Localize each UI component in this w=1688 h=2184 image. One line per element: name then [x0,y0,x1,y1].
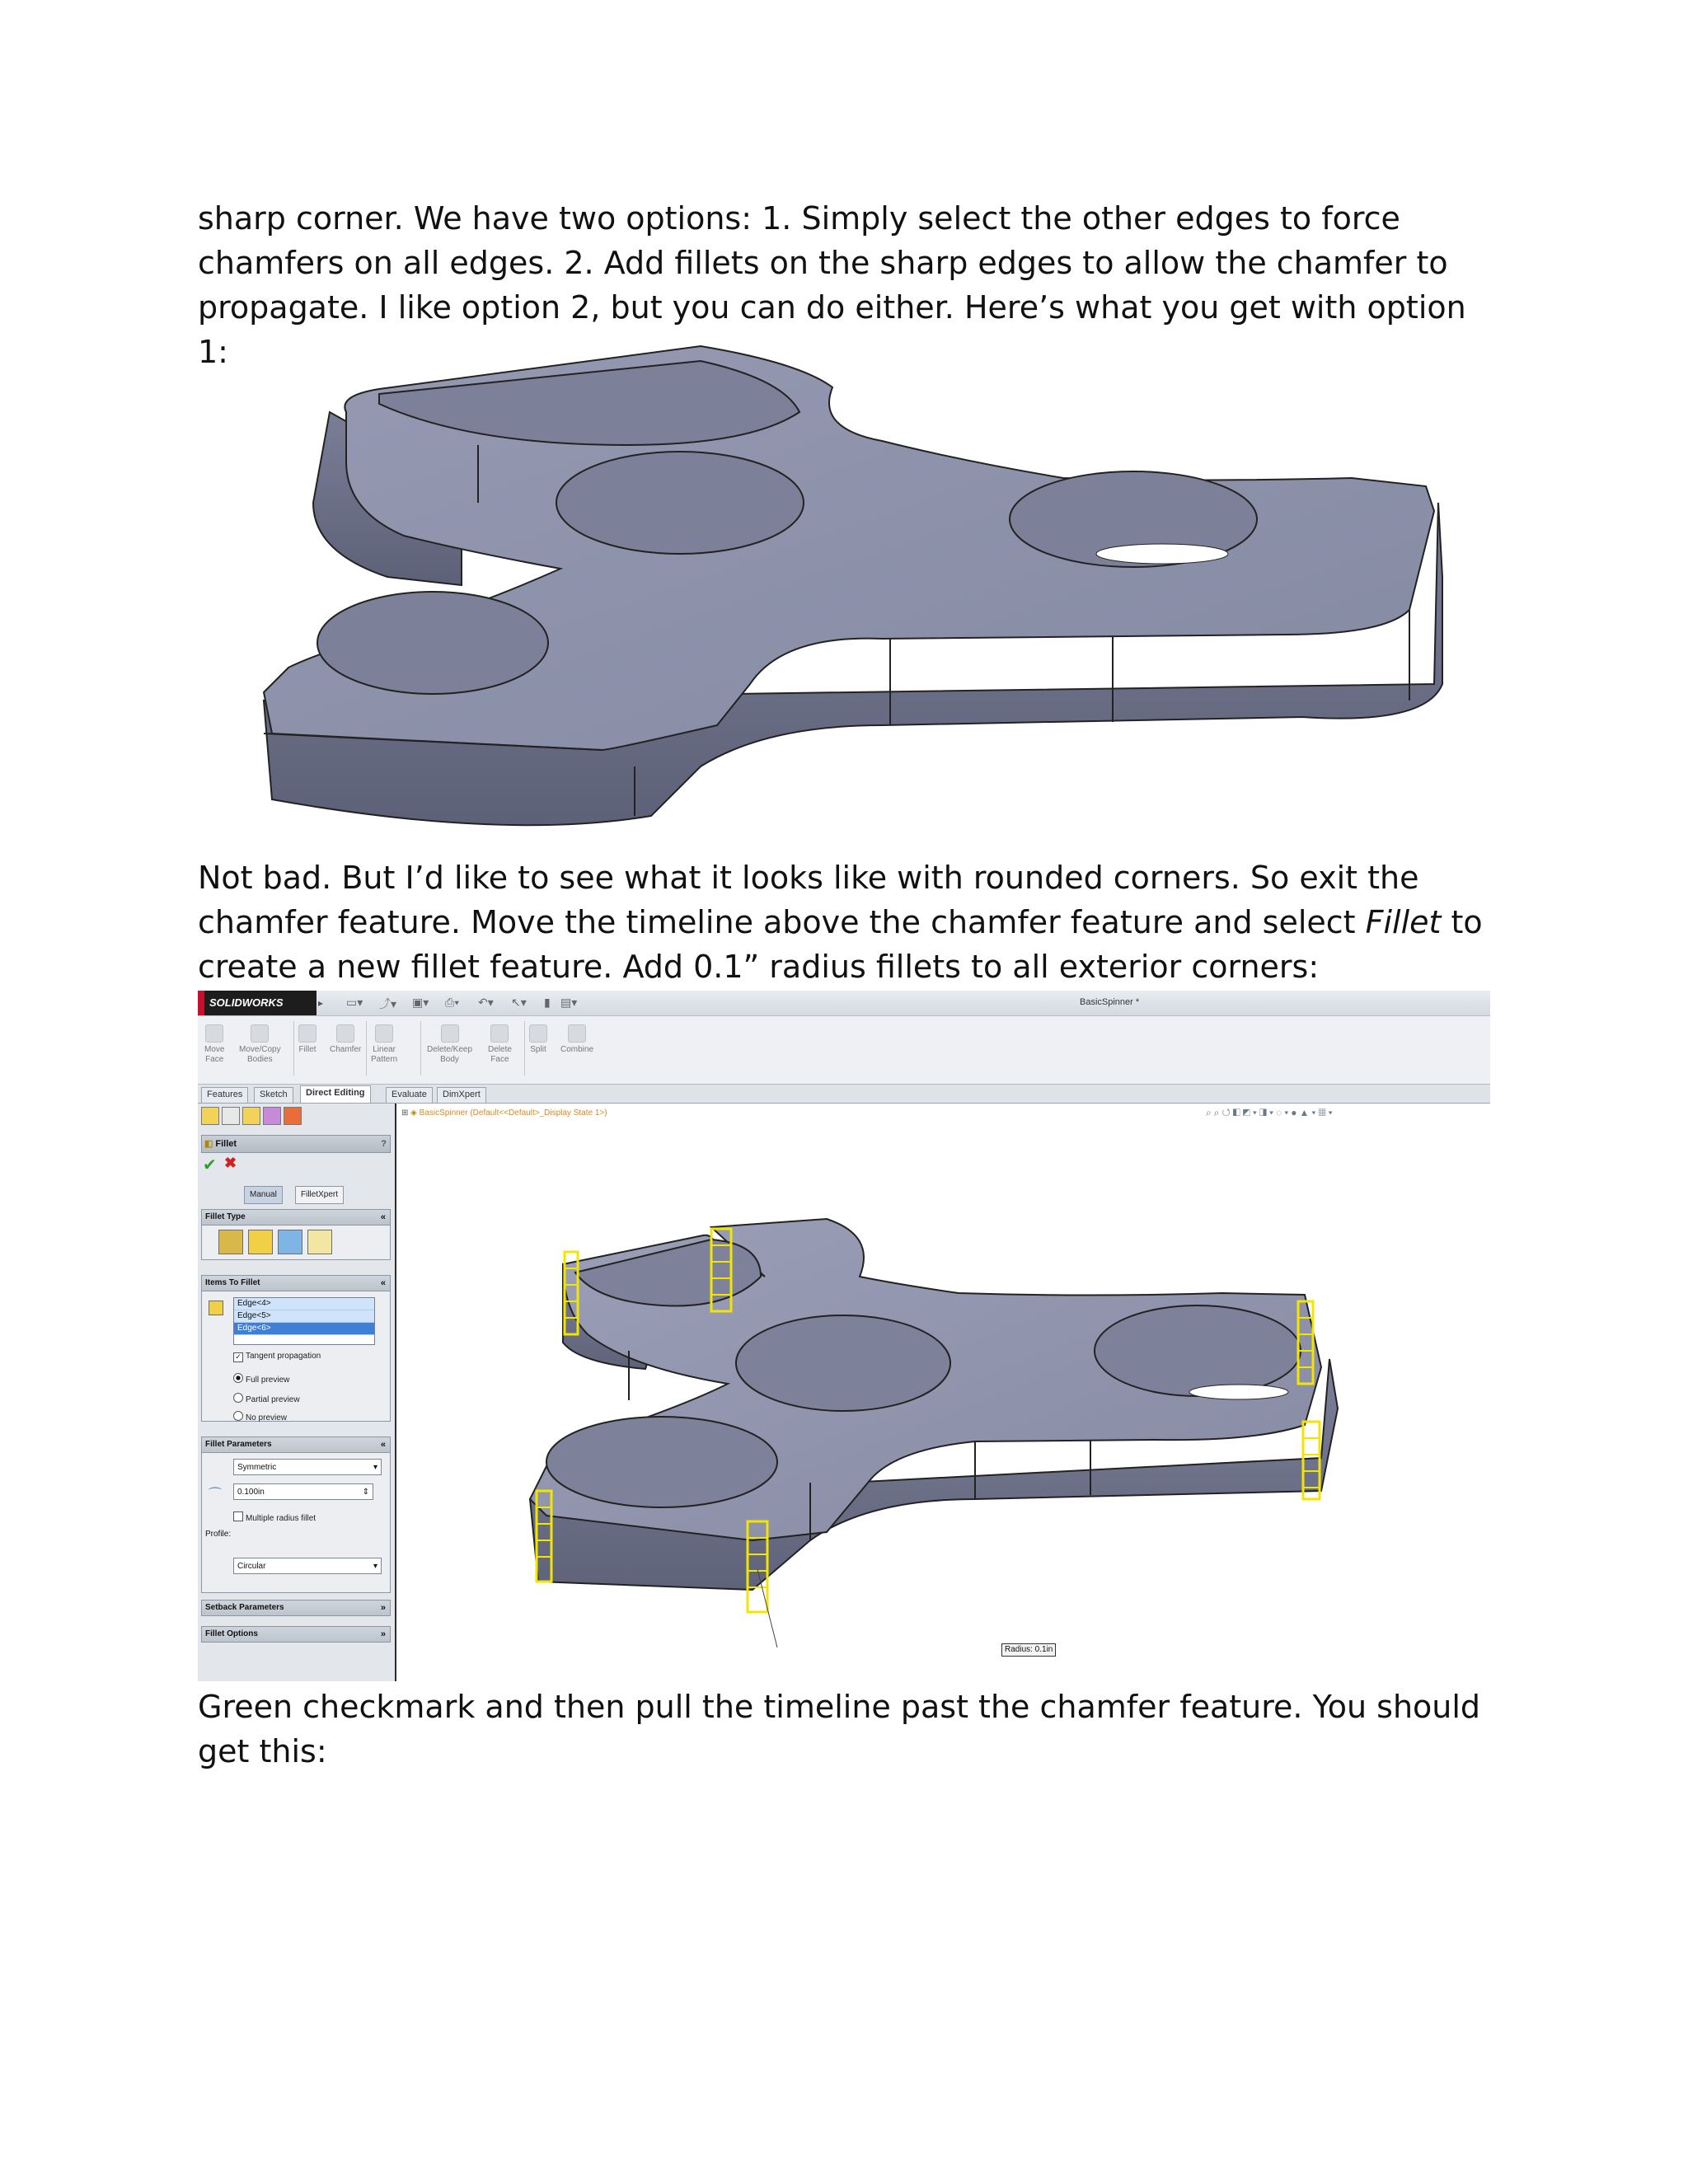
solidworks-screenshot [198,991,1490,1681]
delete-keep-body-button[interactable] [427,1024,472,1065]
fillet-title-label: Fillet [215,1139,237,1149]
face-fillet-icon[interactable] [278,1230,302,1254]
paragraph-fillet-instructions [198,855,1492,989]
split-label: Split [530,1045,546,1054]
fillet-type-section [201,1209,391,1260]
tangent-propagation-label: Tangent propagation [246,1352,321,1361]
items-to-fillet-header-label: Items To Fillet [205,1278,260,1287]
chevron-down-icon: ▾ [373,1463,377,1472]
move-copy-icon [251,1024,269,1043]
display-style-icon[interactable]: ◨▾ [1259,1107,1277,1118]
items-to-fillet-header[interactable] [202,1276,390,1291]
fillet-property-manager [198,1104,396,1681]
items-to-fillet-section [201,1275,391,1422]
part-icon: ◈ [410,1108,417,1118]
heads-up-view-toolbar[interactable] [1206,1107,1335,1119]
fillet-type-header-label: Fillet Type [205,1212,246,1221]
full-round-fillet-icon[interactable] [307,1230,332,1254]
profile-value: Circular [237,1562,266,1571]
combine-button[interactable] [560,1024,593,1055]
select-icon[interactable]: ↖▾ [511,996,527,1009]
full-preview-label: Full preview [246,1376,290,1385]
radius-value: 0.100in [237,1488,265,1497]
radio-icon [233,1393,243,1403]
new-document-icon[interactable]: ▭▾ [346,996,363,1009]
fillet-type-header[interactable] [202,1210,390,1226]
zoom-area-icon[interactable]: ⌕ [1213,1107,1222,1118]
menu-arrow-icon[interactable]: ▸ [318,997,324,1009]
fillet-options-header[interactable] [202,1627,390,1642]
delete-face-icon [490,1024,509,1043]
collapse-icon: « [380,1278,386,1288]
tab-dimxpert[interactable]: DimXpert [437,1087,486,1103]
fillet-options-header-label: Fillet Options [205,1629,258,1638]
full-preview-radio[interactable] [233,1373,289,1385]
fillet-parameters-section [201,1436,391,1593]
fillet-feature-icon: ◧ [204,1139,213,1149]
view-settings-icon[interactable]: ▦▾ [1318,1107,1335,1118]
profile-label: Profile: [205,1530,232,1539]
undo-icon[interactable]: ↶▾ [478,996,494,1009]
no-preview-label: No preview [246,1413,288,1422]
combine-icon [568,1024,586,1043]
graphics-area[interactable] [398,1104,1490,1681]
fillet-label: Fillet [298,1045,316,1054]
move-face-label: Move Face [204,1045,225,1064]
ribbon-separator [524,1021,525,1076]
radius-input[interactable] [233,1483,373,1500]
hide-show-icon[interactable]: ◌▾ [1276,1107,1292,1118]
ribbon-separator [366,1021,367,1076]
fillet-preview-model [513,1153,1420,1664]
fillet-parameters-header[interactable] [202,1437,390,1453]
chamfer-button[interactable] [330,1024,361,1055]
chevron-down-icon: ▾ [373,1562,377,1571]
feature-manager-icon[interactable] [201,1107,219,1125]
split-button[interactable] [529,1024,547,1055]
feature-tree-root[interactable] [401,1108,607,1118]
expand-icon[interactable]: ⊞ [401,1108,409,1118]
delete-face-button[interactable] [488,1024,512,1065]
collapse-icon: « [380,1212,386,1222]
help-icon[interactable]: ? [381,1139,387,1149]
tab-sketch[interactable]: Sketch [254,1087,293,1103]
edge-selection-icon [209,1301,223,1315]
expand-icon: » [380,1629,386,1639]
dimxpert-manager-icon[interactable] [263,1107,281,1125]
open-icon[interactable]: ⤴▾ [379,997,397,1010]
previous-view-icon[interactable]: ↺ [1221,1107,1233,1118]
paragraph-intro: sharp corner. We have two options: 1. Simply select the other edges to force chamfers on all edges. 2. Add fillets on the sharp edges to allow the chamfer to propagate. I like option 2, but you can do either. Here’s what you get with option 1: [198,200,1466,370]
radius-icon: ⌒ [209,1488,223,1502]
multiple-radius-label: Multiple radius fillet [246,1514,316,1523]
tab-direct-editing[interactable]: Direct Editing [300,1085,371,1103]
linear-pattern-icon [375,1024,393,1043]
chamfer-label: Chamfer [330,1045,362,1054]
ribbon-separator [293,1021,294,1076]
zoom-to-fit-icon[interactable]: ⌕ [1206,1107,1214,1118]
fillet-button[interactable] [298,1024,316,1055]
filletxpert-button[interactable]: FilletXpert [295,1186,344,1204]
setback-header-label: Setback Parameters [205,1603,284,1612]
linear-pattern-button[interactable] [371,1024,397,1065]
solidworks-logo[interactable]: SOLIDWORKS [198,991,316,1015]
delete-body-icon [441,1024,459,1043]
list-item[interactable]: Edge<4> [234,1298,374,1310]
move-copy-label: Move/Copy Bodies [239,1045,281,1064]
fillet-options-section[interactable] [201,1626,391,1643]
expand-icon: » [380,1603,386,1613]
ribbon-separator [420,1021,421,1076]
radio-selected-icon [233,1373,243,1383]
edit-appearance-icon[interactable]: ● [1291,1107,1300,1118]
symmetric-value: Symmetric [237,1463,277,1472]
list-item[interactable]: Edge<6> [234,1323,374,1335]
radio-icon [233,1411,243,1421]
variable-size-fillet-icon[interactable] [248,1230,273,1254]
command-ribbon [198,1016,1490,1085]
apply-scene-icon[interactable]: ▲▾ [1299,1107,1319,1118]
cancel-x-icon[interactable]: ✖ [224,1155,237,1171]
delete-face-label: Delete Face [488,1045,512,1064]
multiple-radius-checkbox[interactable] [233,1511,316,1523]
combine-label: Combine [560,1045,594,1054]
tab-features[interactable]: Features [201,1087,248,1103]
symmetric-dropdown[interactable] [233,1459,382,1475]
document-title: BasicSpinner * [1080,997,1140,1007]
spinner-icon[interactable]: ⇕ [362,1488,369,1497]
title-bar [198,991,1490,1016]
move-face-icon [205,1024,223,1043]
paragraph-conclusion: Green checkmark and then pull the timeline past the chamfer feature. You should get this: [198,1689,1481,1769]
collapse-icon: « [380,1440,386,1450]
fillet-parameters-header-label: Fillet Parameters [205,1440,272,1449]
selected-edges-list[interactable] [233,1297,375,1345]
delete-keep-label: Delete/Keep Body [427,1045,473,1064]
file-properties-icon[interactable]: ▤▾ [560,996,578,1009]
property-manager-title [201,1135,391,1153]
partial-preview-label: Partial preview [246,1395,300,1404]
radius-callout[interactable]: Radius: 0.1in [1001,1643,1056,1657]
manual-button[interactable]: Manual [244,1186,283,1204]
tab-evaluate[interactable]: Evaluate [386,1087,433,1103]
fillet-icon [298,1024,316,1043]
configuration-manager-icon[interactable] [242,1107,260,1125]
manager-tabs [201,1107,304,1125]
command-manager-tabs [198,1085,1490,1104]
profile-dropdown[interactable] [233,1558,382,1574]
no-preview-radio[interactable] [233,1411,287,1422]
checkbox-checked-icon: ✓ [233,1352,243,1362]
view-orientation-icon[interactable]: ◩▾ [1242,1107,1259,1118]
setback-parameters-header[interactable] [202,1601,390,1615]
split-icon [529,1024,547,1043]
tangent-propagation-checkbox[interactable] [233,1352,321,1362]
print-icon[interactable]: ⎙▾ [445,996,460,1009]
save-icon[interactable]: ▣▾ [412,996,429,1009]
list-item[interactable]: Edge<5> [234,1310,374,1323]
move-copy-bodies-button[interactable] [239,1024,281,1065]
paragraph-fillet-text-before: Not bad. But I’d like to see what it looks like with rounded corners. So exit the chamfer feature. Move the timeline above the chamfer feature and select [198,860,1419,940]
ok-checkmark-icon[interactable]: ✔ [203,1156,217,1174]
setback-parameters-section[interactable] [201,1600,391,1616]
property-manager-icon[interactable] [222,1107,240,1125]
checkbox-icon [233,1511,243,1521]
rebuild-icon[interactable]: ▮ [544,996,551,1009]
constant-size-fillet-icon[interactable] [218,1230,243,1254]
feature-tree-root-label: BasicSpinner (Default<<Default>_Display State 1>) [419,1108,607,1118]
section-view-icon[interactable]: ◧ [1232,1107,1243,1118]
linear-pattern-label: Linear Pattern [371,1045,398,1064]
chamfer-icon [336,1024,354,1043]
display-manager-icon[interactable] [284,1107,302,1125]
paragraph-fillet-text-after: to create a new fillet feature. Add 0.1” radius fillets to all exterior corners: [198,904,1483,985]
partial-preview-radio[interactable] [233,1393,300,1404]
fillet-emphasis: Fillet [1365,904,1442,940]
chamfered-spinner-model [256,338,1459,849]
move-face-button[interactable] [204,1024,224,1065]
